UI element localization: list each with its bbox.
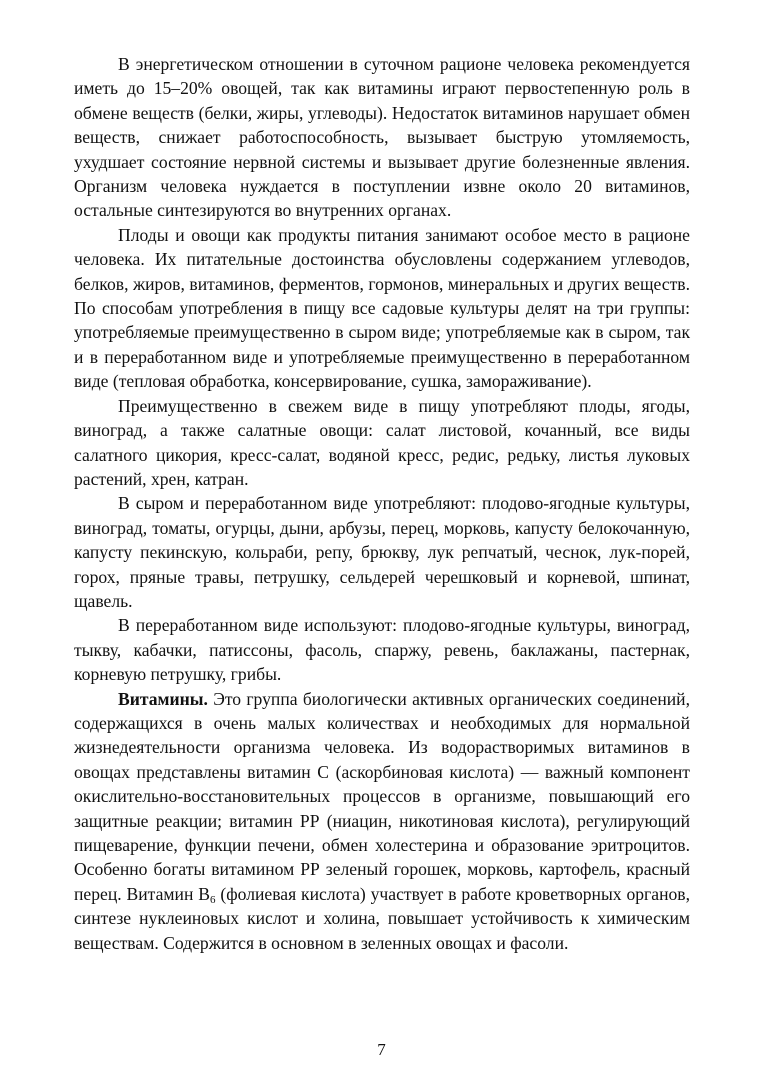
- paragraph-raw-and-processed: В сыром и переработанном виде употребляют: плодово-ягодные культуры, виноград, томаты, огурцы, дыни, арбузы, перец, морковь, капусту белокочанную, капусту пекинскую, кольраби, репу, брюкву, лук репчатый, чеснок, лук-порей, горох, пряные травы, петрушку, сельдерей черешковый и корневой, шпинат, щавель.: [74, 493, 690, 611]
- paragraph-energy: В энергетическом отношении в суточном рационе человека рекомендуется иметь до 15–20% овощей, так как витамины играют первостепенную роль в обмене веществ (белки, жиры, углеводы). Недостаток витаминов нарушает обмен веществ, снижает работоспособность, вызывает быструю утомляемость, ухудшает состояние нервной системы и вызывает другие болезненные явления. Организм человека нуждается в поступлении извне около 20 витаминов, остальные синтезируются во внутренних органах.: [74, 54, 690, 221]
- page-body: [74, 52, 690, 955]
- vitamins-text-part1: Это группа биологически активных органических соединений, содержащихся в очень малых количествах и необходимых для нормальной жизнедеятельности организма человека. Из водорастворимых витаминов в овощах представлены витамин С (аскорбиновая кислота) — важный компонент окислительно-восстановительных процессов в организме, повышающий его защитные реакции; витамин РР (ниацин, никотиновая кислота), регулирующий пищеварение, функции печени, обмен холестерина и образование эритроцитов. Особенно богаты витамином РР зеленый горошек, морковь, картофель, красный перец. Витамин B: [74, 688, 690, 904]
- paragraph-fruits-vegetables: Плоды и овощи как продукты питания занимают особое место в рационе человека. Их питательные достоинства обусловлены содержанием углеводов, белков, жиров, витаминов, ферментов, гормонов, минеральных и других веществ. По способам употребления в пищу все садовые культуры делят на три группы: употребляемые преимущественно в сыром виде; употребляемые как в сыром, так и в переработанном виде и употребляемые преимущественно в переработанном виде (тепловая обработка, консервирование, сушка, замораживание).: [74, 224, 690, 392]
- paragraph-fresh-use: Преимущественно в свежем виде в пищу употребляют плоды, ягоды, виноград, а также салатные овощи: салат листовой, кочанный, все виды салатного цикория, кресс-салат, водяной кресс, редис, редьку, листья луковых растений, хрен, катран.: [74, 395, 690, 489]
- paragraph-processed: В переработанном виде используют: плодово-ягодные культуры, виноград, тыкву, кабачки, патиссоны, фасоль, спаржу, ревень, баклажаны, пастернак, корневую петрушку, грибы.: [74, 615, 690, 685]
- page-number: 7: [377, 1040, 386, 1059]
- vitamins-text-part2: (фолиевая кислота) участвует в работе кроветворных органов, синтезе нуклеиновых кислот и холина, повышает устойчивость к химическим веществам. Содержится в основном в зеленных овощах и фасоли.: [74, 883, 690, 953]
- paragraph-vitamins: [74, 687, 690, 955]
- vitamins-heading: Витамины.: [118, 688, 208, 709]
- vitamin-b-subscript: 6: [209, 893, 216, 906]
